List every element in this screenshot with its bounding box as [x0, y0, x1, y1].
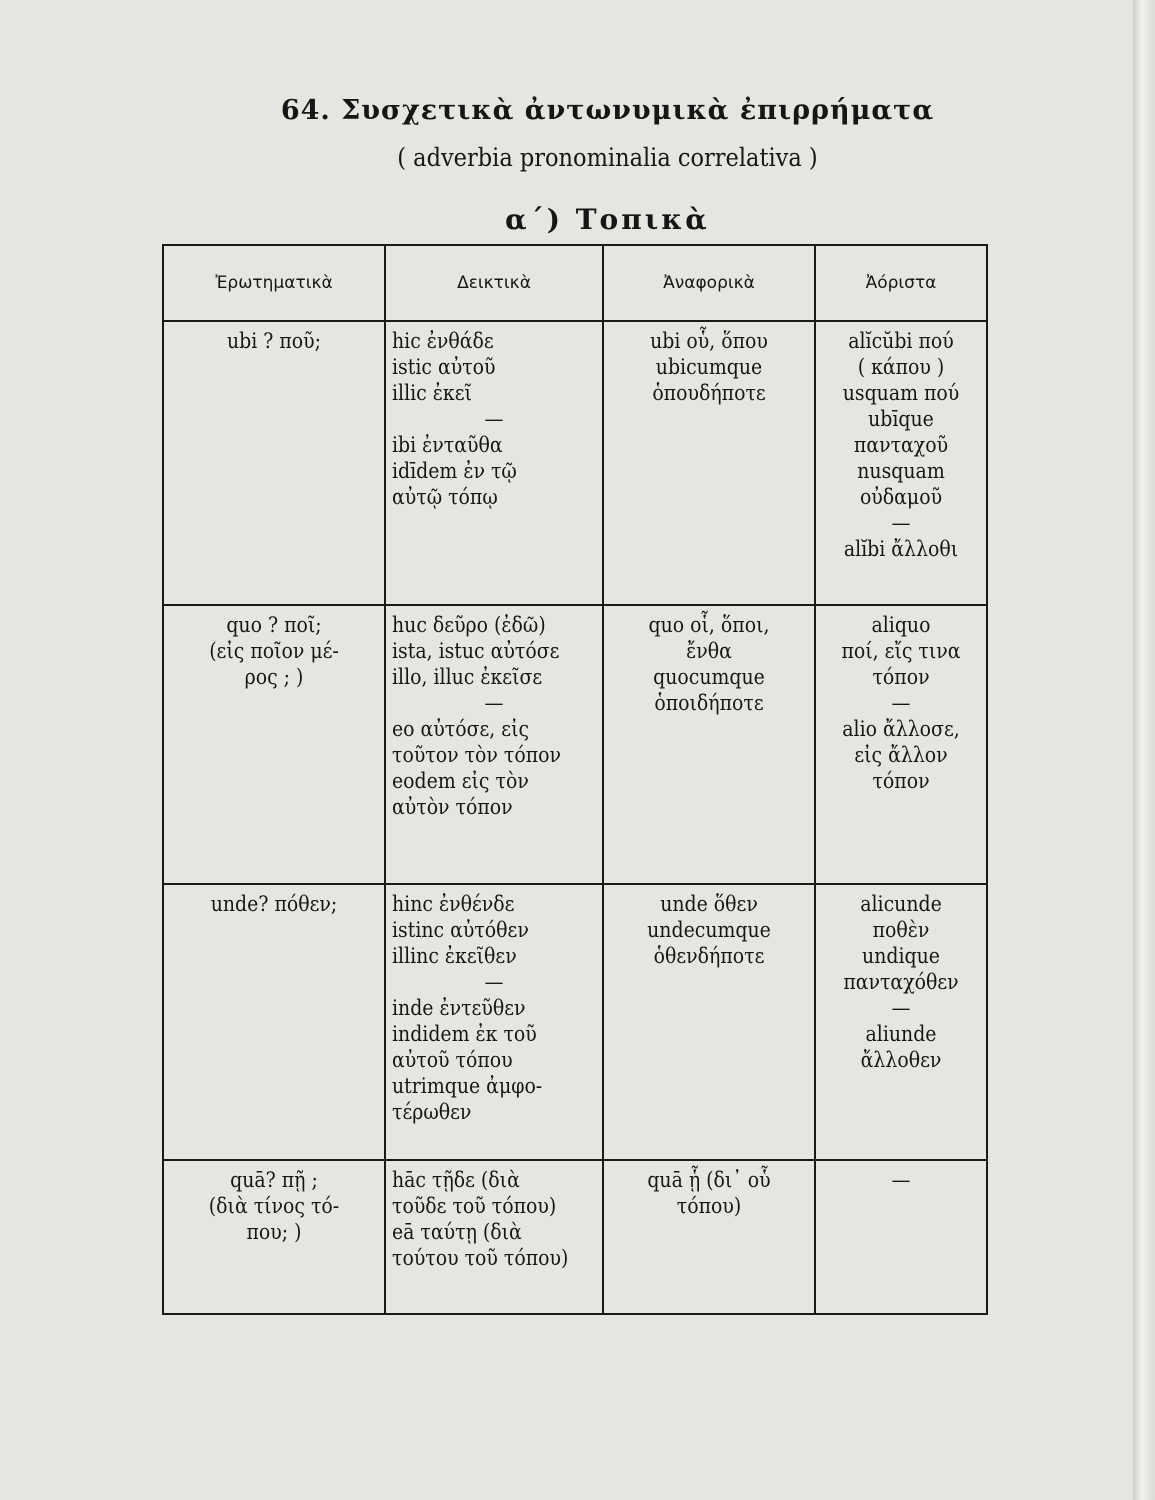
cell-line: eo αὐτόσε, εἰς — [392, 717, 530, 741]
dash-separator: — — [891, 511, 911, 535]
cell-relative — [603, 1160, 815, 1314]
cell-line: alĭbi ἄλλοθι — [843, 537, 959, 561]
cell-line: istinc αὐτόθεν — [392, 918, 529, 942]
dash-separator: — — [891, 996, 911, 1020]
cell-line: που; ) — [246, 1220, 302, 1244]
cell-line: idīdem ἐν τῷ — [392, 459, 517, 483]
header-relative: Ἀναφορικὰ — [603, 245, 815, 321]
cell-relative — [603, 605, 815, 884]
cell-indefinite — [815, 321, 987, 605]
cell-line: alĭcŭbi πού — [848, 329, 954, 353]
cell-text — [392, 891, 596, 1125]
cell-interrogative — [163, 884, 385, 1160]
cell-line: ὁποιδήποτε — [654, 691, 764, 715]
cell-line: aliunde — [865, 1022, 937, 1046]
cell-line: illic ἐκεῖ — [392, 381, 472, 405]
cell-line: hinc ἐνθένδε — [392, 892, 515, 916]
cell-text — [392, 612, 596, 820]
cell-line: ubi οὗ, ὅπου — [650, 329, 768, 353]
cell-line: illinc ἐκεῖθεν — [392, 944, 517, 968]
cell-line: πανταχόθεν — [843, 970, 959, 994]
cell-text — [610, 891, 808, 969]
cell-line: unde? πόθεν; — [210, 892, 338, 916]
cell-interrogative — [163, 1160, 385, 1314]
table-row — [163, 884, 987, 1160]
cell-indefinite — [815, 1160, 987, 1314]
table-row — [163, 1160, 987, 1314]
cell-text — [170, 891, 378, 917]
cell-interrogative — [163, 605, 385, 884]
header-interrogative: Ἐρωτηματικὰ — [163, 245, 385, 321]
cell-line: τέρωθεν — [392, 1100, 472, 1124]
cell-line: εἰς ἄλλον — [854, 743, 948, 767]
cell-line: quocumque — [653, 665, 765, 689]
cell-text — [392, 328, 596, 510]
cell-demonstrative — [385, 321, 603, 605]
cell-indefinite — [815, 884, 987, 1160]
cell-line: usquam πού — [842, 381, 960, 405]
cell-line: αὐτοῦ τόπου — [392, 1048, 513, 1072]
cell-line: quā ᾗ (δι᾽ οὗ — [647, 1168, 771, 1192]
cell-line: undique — [862, 944, 940, 968]
dash-separator: — — [891, 1168, 911, 1192]
cell-relative — [603, 321, 815, 605]
cell-line: τόπου) — [676, 1194, 742, 1218]
cell-line: (εἰς ποῖον μέ- — [209, 639, 339, 663]
cell-line: ubicumque — [655, 355, 763, 379]
correlative-adverbs-table — [162, 244, 988, 1315]
cell-line: τούτου τοῦ τόπου) — [392, 1246, 569, 1270]
cell-indefinite — [815, 605, 987, 884]
cell-line: ρος ; ) — [244, 665, 304, 689]
cell-line: ubīque — [868, 407, 934, 431]
cell-line: τοῦτον τὸν τόπον — [392, 743, 562, 767]
cell-line: ( κάπου ) — [857, 355, 945, 379]
cell-text — [610, 612, 808, 716]
cell-text — [170, 612, 378, 690]
cell-line: οὐδαμοῦ — [859, 485, 943, 509]
cell-line: inde ἐντεῦθεν — [392, 996, 526, 1020]
cell-line: hic ἐνθάδε — [392, 329, 494, 353]
cell-line: utrimque ἀμφο- — [392, 1074, 543, 1098]
cell-relative — [603, 884, 815, 1160]
cell-line: πανταχοῦ — [853, 433, 949, 457]
cell-line: alio ἄλλοσε, — [842, 717, 960, 741]
cell-line: τόπον — [872, 769, 930, 793]
section-title: 64. Συσχετικὰ ἀντωνυμικὰ ἐπιρρήματα — [280, 95, 935, 126]
cell-line: illo, illuc ἐκεῖσε — [392, 665, 543, 689]
dash-separator: — — [484, 407, 504, 431]
cell-line: ἄλλοθεν — [860, 1048, 942, 1072]
cell-text — [822, 328, 980, 562]
cell-line: ποθὲν — [872, 918, 930, 942]
cell-demonstrative — [385, 1160, 603, 1314]
latin-subtitle: ( adverbia pronominalia correlativa ) — [397, 143, 818, 172]
cell-demonstrative — [385, 884, 603, 1160]
subsection-title: α΄) Τοπικὰ — [505, 203, 710, 236]
dash-separator: — — [891, 691, 911, 715]
cell-line: nusquam — [857, 459, 945, 483]
cell-line: eā ταύτῃ (διὰ — [392, 1220, 522, 1244]
table-row — [163, 605, 987, 884]
cell-line: ibi ἐνταῦθα — [392, 433, 503, 457]
cell-line: indidem ἐκ τοῦ — [392, 1022, 537, 1046]
dash-separator: — — [484, 691, 504, 715]
cell-line: unde ὅθεν — [660, 892, 758, 916]
cell-line: ἔνθα — [686, 639, 732, 663]
cell-line: (διὰ τίνος τό- — [208, 1194, 340, 1218]
cell-interrogative — [163, 321, 385, 605]
cell-line: quo ? ποῖ; — [226, 613, 322, 637]
cell-line: istic αὐτοῦ — [392, 355, 496, 379]
cell-line: αὐτῷ τόπῳ — [392, 485, 498, 509]
cell-text — [822, 612, 980, 794]
cell-line: τοῦδε τοῦ τόπου) — [392, 1194, 557, 1218]
cell-line: ὁπουδήποτε — [652, 381, 766, 405]
cell-line: hāc τῇδε (διὰ — [392, 1168, 520, 1192]
header-indefinite: Ἀόριστα — [815, 245, 987, 321]
dash-separator: — — [484, 970, 504, 994]
cell-line: ubi ? ποῦ; — [226, 329, 322, 353]
cell-line: alicunde — [860, 892, 942, 916]
table-row — [163, 321, 987, 605]
cell-line: ὁθενδήποτε — [653, 944, 765, 968]
cell-line: eodem εἰς τὸν — [392, 769, 529, 793]
header-demonstrative: Δεικτικὰ — [385, 245, 603, 321]
cell-text — [610, 1167, 808, 1219]
cell-line: quā? πῇ ; — [230, 1168, 318, 1192]
cell-line: huc δεῦρο (ἐδῶ) — [392, 613, 546, 637]
cell-text — [822, 891, 980, 1073]
cell-line: undecumque — [647, 918, 771, 942]
cell-text — [170, 328, 378, 354]
table-header-row — [163, 245, 987, 321]
cell-text — [610, 328, 808, 406]
cell-demonstrative — [385, 605, 603, 884]
cell-line: τόπον — [872, 665, 930, 689]
cell-line: ποί, εἴς τινα — [841, 639, 961, 663]
cell-line: quo οἷ, ὅποι, — [648, 613, 770, 637]
cell-line: αὐτὸν τόπον — [392, 795, 513, 819]
cell-text — [170, 1167, 378, 1245]
cell-text — [392, 1167, 596, 1271]
cell-line: ista, istuc αὐτόσε — [392, 639, 560, 663]
cell-text — [822, 1167, 980, 1193]
cell-line: aliquo — [871, 613, 931, 637]
